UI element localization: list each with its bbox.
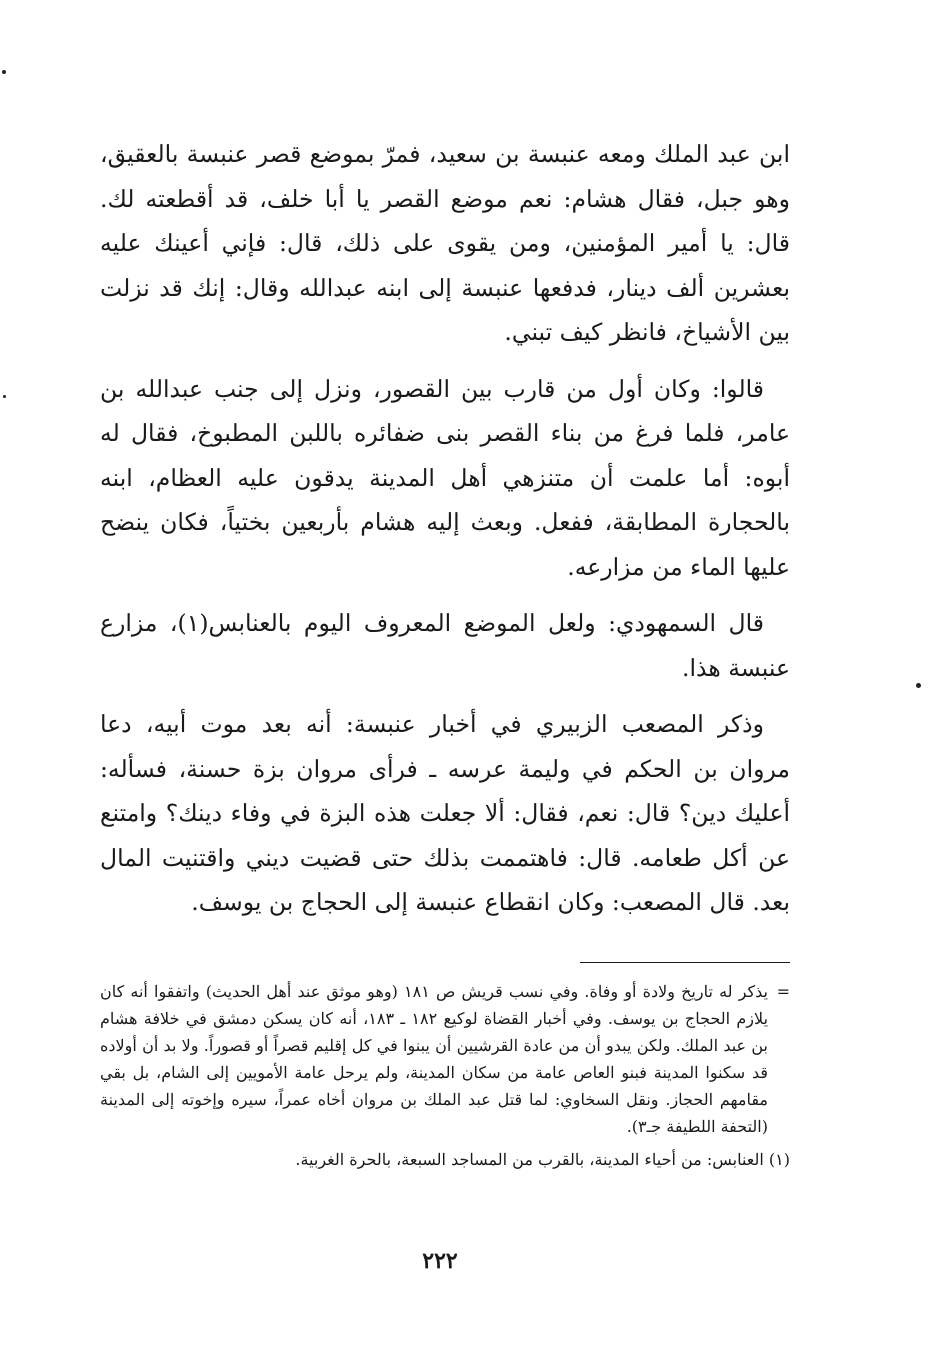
footnotes-block xyxy=(100,978,790,1173)
footnote-1: (١) العنابس: من أحياء المدينة، بالقرب من المساجد السبعة، بالحرة الغربية. xyxy=(295,1150,790,1169)
footnote-continuation-text: يذكر له تاريخ ولادة أو وفاة. وفي نسب قريش ص ١٨١ (وهو موثق عند أهل الحديث) واتفقوا أنه كان يلازم الحجاج بن يوسف. وفي أخبار القضاة لوكيع ١٨٢ ـ ١٨٣، أنه كان يسكن دمشق في خلافة هشام بن عبد الملك. ولكن يبدو أن من عادة القرشيين أن يبنوا في كل إقليم قصراً أو قصوراً. ولا بد أن أولاده قد سكنوا المدينة فبنو العاص عامة من سكان المدينة، ولم يرحل عامة الأمويين إلى الشام، بل بقي مقامهم الحجاز. ونقل السخاوي: لما قتل عبد الملك بن مروان أخاه عمراً، سيره وإخوته إلى المدينة (التحفة اللطيفة جـ٣). xyxy=(100,982,769,1136)
continuation-mark: = xyxy=(776,982,790,1001)
scan-speck xyxy=(3,395,6,398)
footnote-divider xyxy=(580,962,790,963)
paragraph-3: قال السمهودي: ولعل الموضع المعروف اليوم بالعنابس(١)، مزارع عنبسة هذا. xyxy=(100,609,790,682)
paragraph-4: وذكر المصعب الزبيري في أخبار عنبسة: أنه بعد موت أبيه، دعا مروان بن الحكم في وليمة عرسه ـ فرأى مروان بزة حسنة، فسأله: أعليك دين؟ قال: نعم، فقال: ألا جعلت هذه البزة في وفاء دينك؟ وامتنع عن أكل طعامه. قال: فاهتممت بذلك حتى قضيت ديني واقتنيت المال بعد. قال المصعب: وكان انقطاع عنبسة إلى الحجاج بن يوسف. xyxy=(100,710,790,916)
paragraph-1: ابن عبد الملك ومعه عنبسة بن سعيد، فمرّ بموضع قصر عنبسة بالعقيق، وهو جبل، فقال هشام: نعم موضع القصر يا أبا خلف، قد أقطعته لك. قال: يا أمير المؤمنين، ومن يقوى على ذلك، قال: فإني أعينك عليه بعشرين ألف دينار، فدفعها عنبسة إلى ابنه عبدالله وقال: إنك قد نزلت بين الأشياخ، فانظر كيف تبني. xyxy=(100,140,790,346)
main-text-block xyxy=(100,132,790,937)
scan-speck xyxy=(916,683,921,688)
scan-speck xyxy=(2,70,6,74)
paragraph-2: قالوا: وكان أول من قارب بين القصور، ونزل إلى جنب عبدالله بن عامر، فلما فرغ من بناء القصر بنى ضفائره باللبن المطبوخ، فقال له أبوه: أما علمت أن متنزهي أهل المدينة يدقون عليه العظام، ابنه بالحجارة المطابقة، ففعل. وبعث إليه هشام بأربعين بختياً، فكان ينضح عليها الماء من مزارعه. xyxy=(100,374,790,581)
footnote-continuation xyxy=(100,978,790,1140)
page-number: ٢٢٢ xyxy=(422,1248,458,1274)
